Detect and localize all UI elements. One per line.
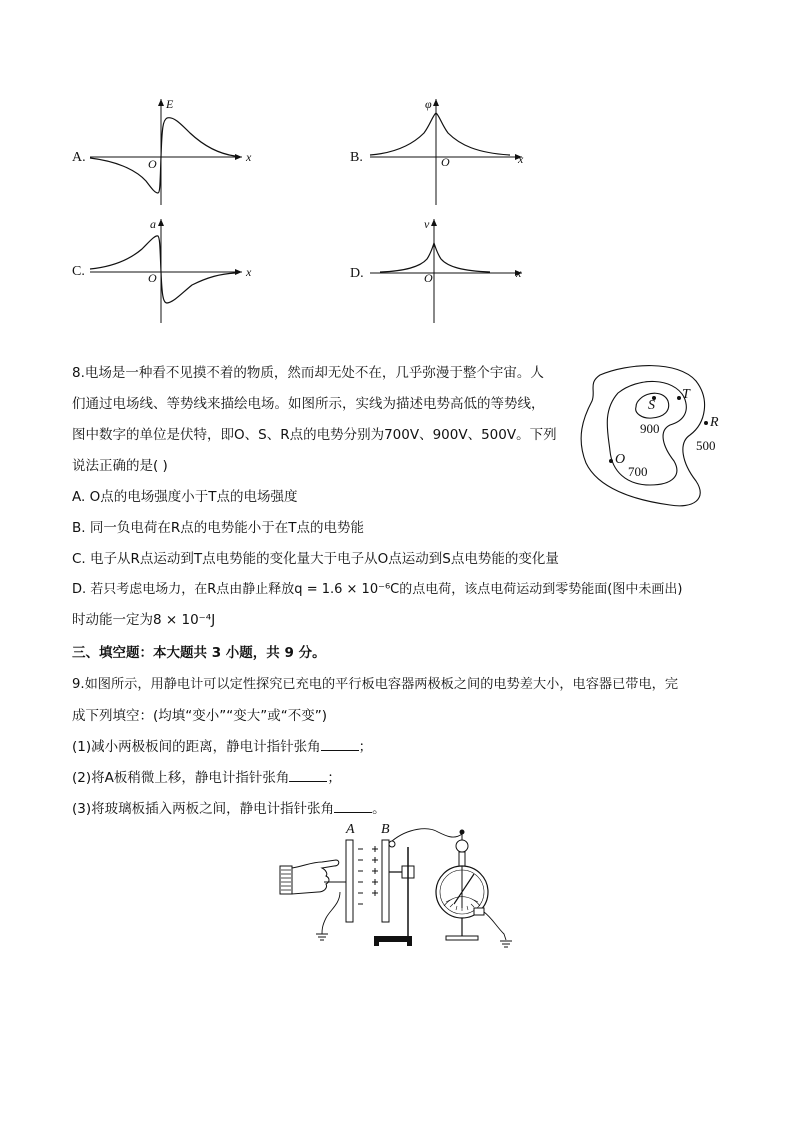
option-c [70,215,260,330]
q8-option-a: A. O点的电场强度小于T点的电场强度 [72,489,298,505]
q8-option-b: B. 同一负电荷在R点的电势能小于在T点的电势能 [72,520,364,536]
potential-900-label: 900 [640,421,660,436]
option-c-y-label: a [150,217,156,231]
q8-line-1: 8.电场是一种看不见摸不着的物质，然而却无处不在，几乎弥漫于整个宇宙。人 [72,365,544,381]
plate-a-label: A [346,822,355,837]
q9-item-3-text: (3)将玻璃板插入两板之间，静电计指针张角 [72,801,335,817]
q8-option-d-line-1: D. 若只考虑电场力，在R点由静止释放q = 1.6 × 10⁻⁶C的点电荷，该点电荷运动到零势能面(图中未画出) [72,582,683,597]
q9-line-1: 9.如图所示，用静电计可以定性探究已充电的平行板电容器两极板之间的电势差大小，电容器已带电，完 [72,677,679,692]
capacitor-electrometer-drawing [278,822,518,962]
option-b-letter: B. [350,150,363,165]
q9-item-1-end: ； [358,739,373,755]
point-o-label: O [615,452,626,467]
option-c-x-label: x [246,265,252,279]
option-a [70,95,260,210]
q9-item-2-text: (2)将A板稍微上移，静电计指针张角 [72,770,290,786]
q9-line-2: 成下列填空：(均填“变小”“变大”或“不变”) [72,708,327,724]
answer-blank-3[interactable] [334,799,372,813]
option-d [350,215,540,330]
option-c-graph [70,215,260,330]
answer-blank-2[interactable] [289,768,327,782]
option-b-origin: O [441,155,450,169]
option-a-y-label: E [166,97,174,111]
q9-item-2 [72,768,341,788]
point-t-label: T [682,387,690,402]
option-d-letter: D. [350,266,364,281]
q8-line-2: 们通过电场线、等势线来描绘电场。如图所示，实线为描述电势高低的等势线， [72,396,545,412]
q9-apparatus-figure [278,822,518,962]
option-c-origin: O [148,271,157,285]
q9-item-3-end: 。 [372,801,386,817]
option-a-x-label: x [246,150,252,164]
section-3-heading: 三、填空题：本大题共 3 小题，共 9 分。 [72,645,326,661]
option-d-y-label: v [424,217,430,231]
option-b-x-label: x [518,152,524,166]
option-b-graph [350,95,540,210]
option-b [350,95,540,210]
q8-equipotential-figure [578,363,728,513]
plate-b-label: B [381,822,390,837]
q8-line-3: 图中数字的单位是伏特，即O、S、R点的电势分别为700V、900V、500V。下列 [72,427,557,443]
q9-item-2-end: ； [327,770,341,786]
hand-icon [280,860,339,894]
q9-item-1 [72,737,372,757]
q8-option-c: C. 电子从R点运动到T点电势能的变化量大于电子从O点运动到S点电势能的变化量 [72,551,559,567]
option-d-graph [350,215,540,330]
point-s-label: S [648,398,655,413]
option-c-letter: C. [72,264,85,279]
q9-item-1-text: (1)减小两极板间的距离，静电计指针张角 [72,739,321,755]
q8-line-4: 说法正确的是( ) [72,458,168,474]
q9-item-3 [72,799,386,819]
option-a-graph [70,95,260,210]
option-d-x-label: x [516,266,522,280]
option-d-origin: O [424,271,433,285]
option-a-letter: A. [72,150,86,165]
q8-option-d-line-2: 时动能一定为8 × 10⁻⁴J [72,612,216,628]
potential-700-label: 700 [628,464,648,479]
point-r-label: R [710,415,719,430]
option-a-origin: O [148,157,157,171]
option-b-y-label: φ [425,97,432,111]
potential-500-label: 500 [696,438,716,453]
answer-blank-1[interactable] [321,737,359,751]
